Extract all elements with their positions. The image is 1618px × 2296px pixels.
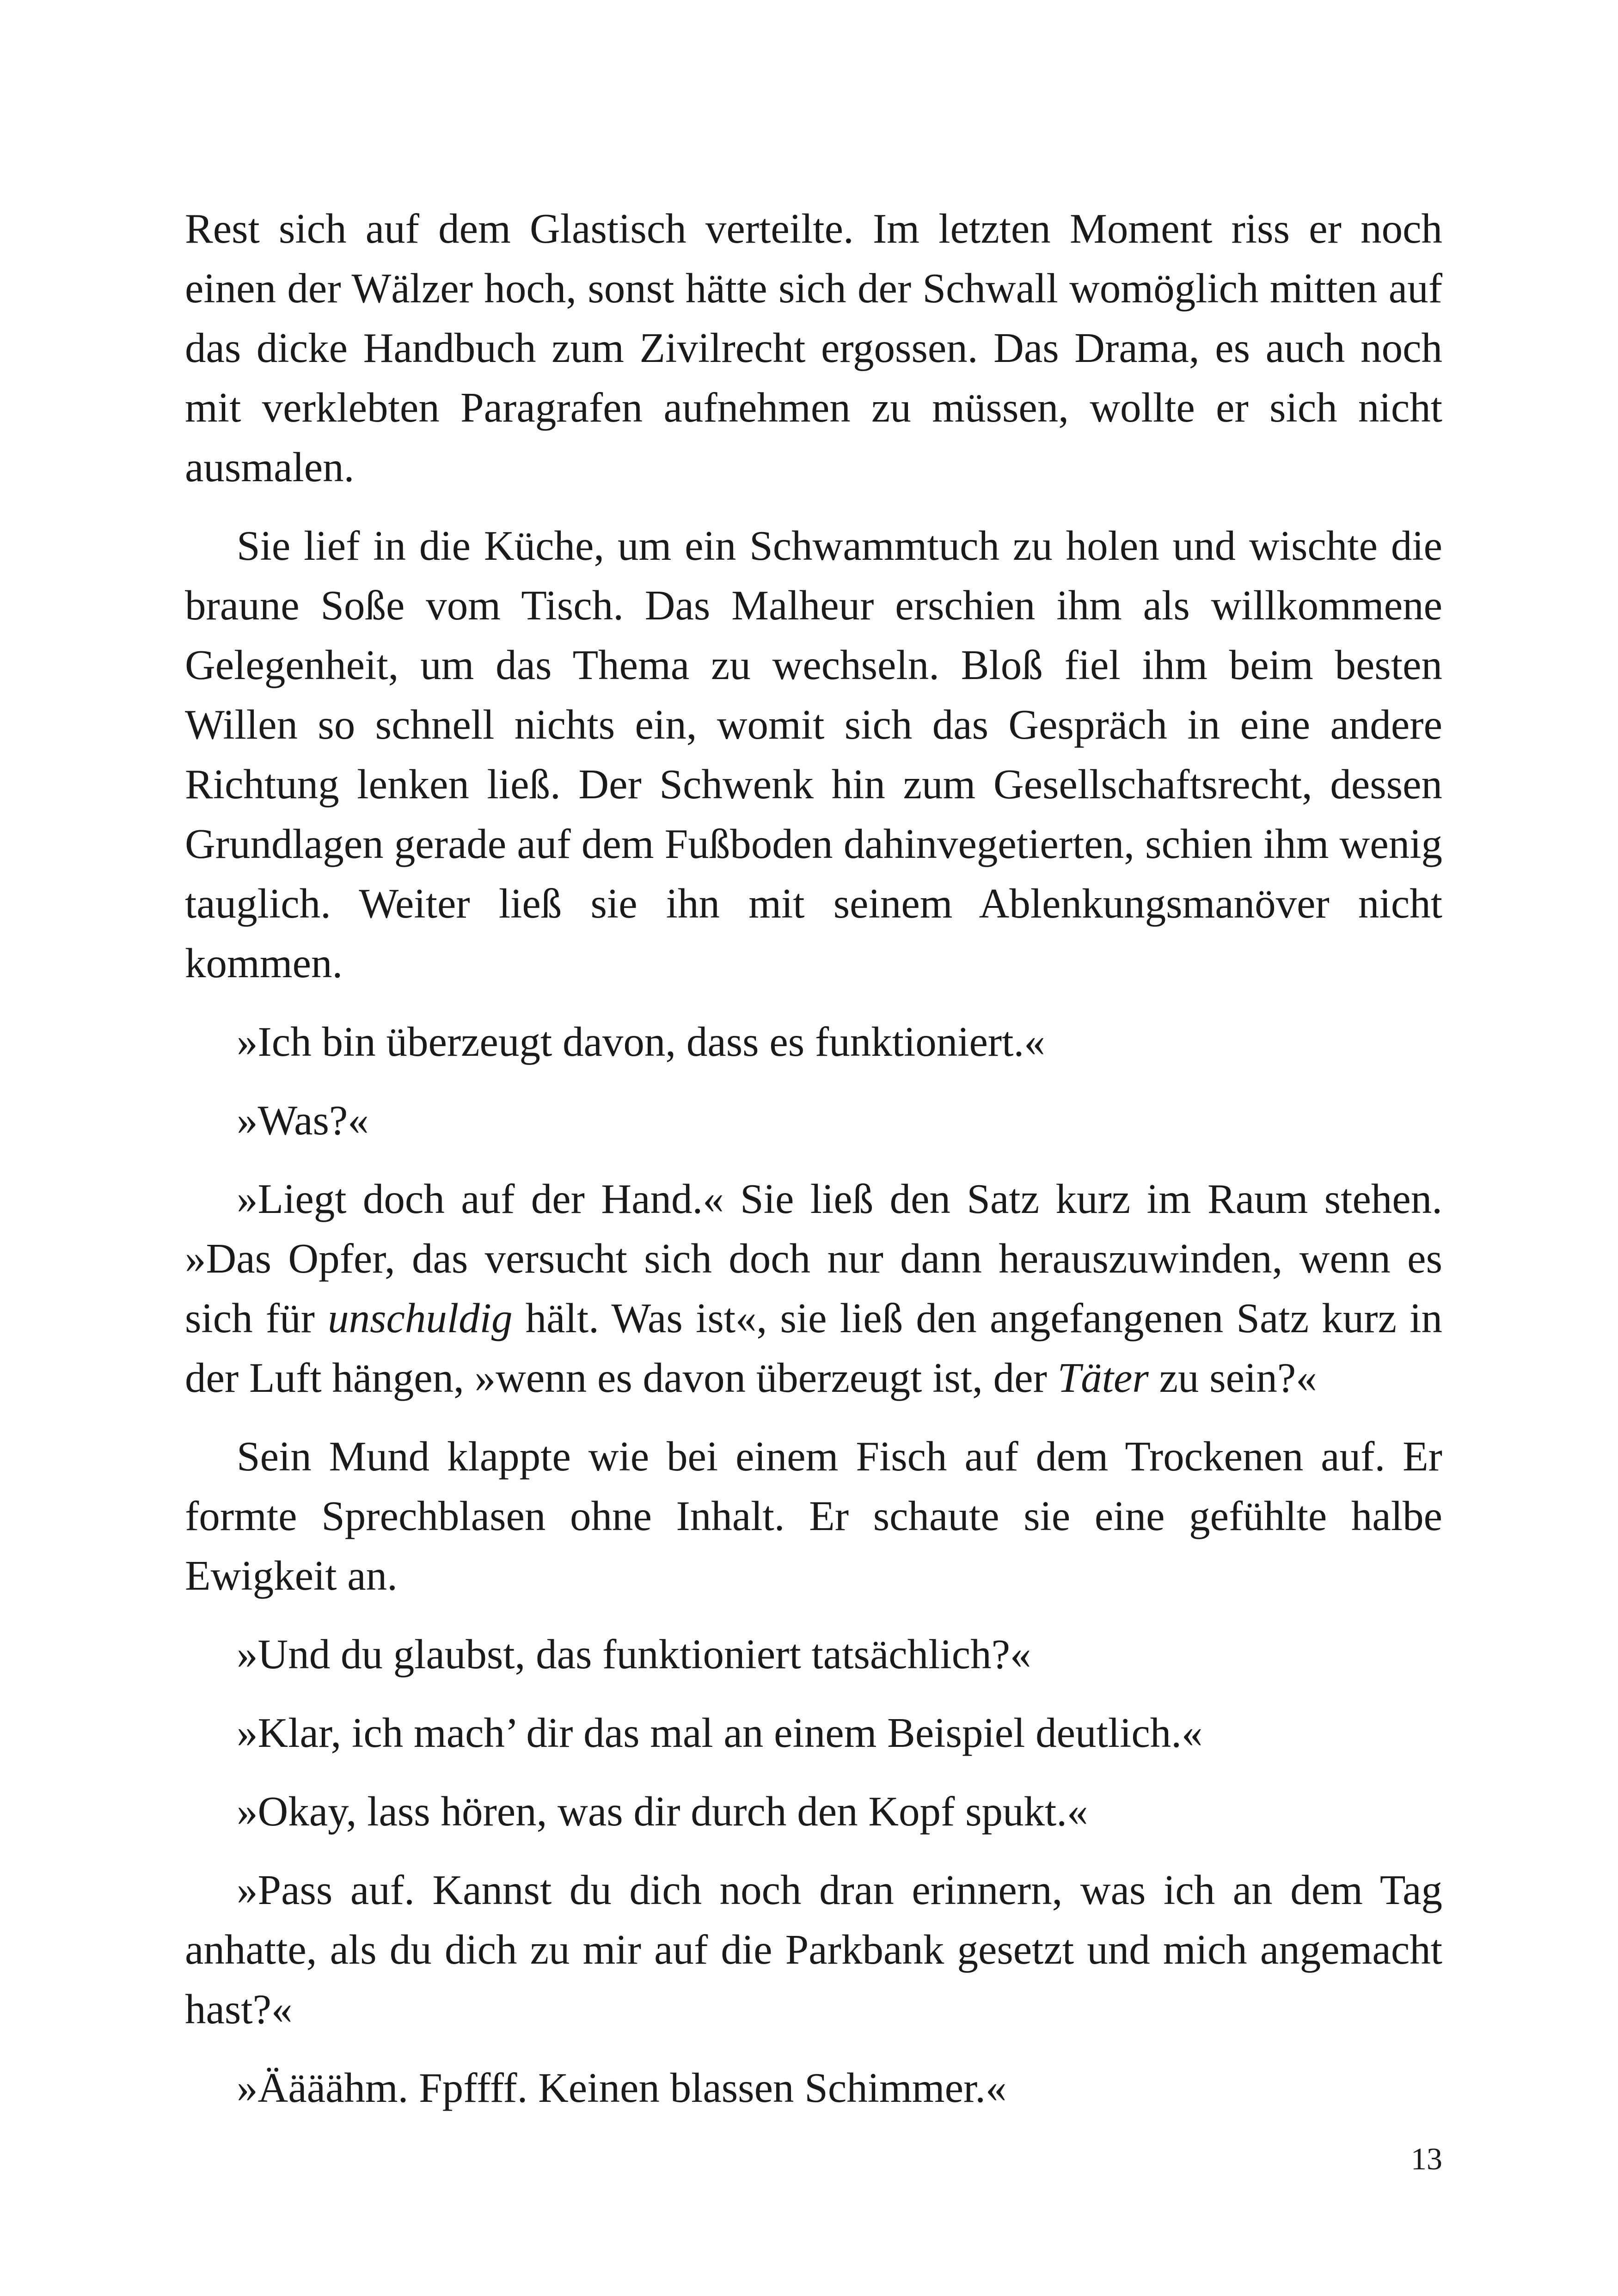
dialogue-line: »Äääähm. Fpffff. Keinen blassen Schimmer.« (237, 2064, 1007, 2111)
text-run: hält. Was ist«, sie ließ den angefangenen Satz kurz in der Luft hängen, »wenn es davon überzeugt ist, der (185, 1295, 1442, 1401)
paragraph-narration: Sie lief in die Küche, um ein Schwammtuch zu holen und wischte die braune Soße vom Tisch. Das Malheur erschien ihm als willkommene Gelegenheit, um das Thema zu wechseln. Bloß fiel ihm beim besten Willen so schnell nichts ein, womit sich das Gespräch in eine andere Richtung lenken ließ. Der Schwenk hin zum Gesellschaftsrecht, dessen Grundlagen gerade auf dem Fußboden dahinvegetierten, schien ihm wenig tauglich. Weiter ließ sie ihn mit seinem Ablenkungsmanöver nicht kommen. (185, 522, 1442, 986)
dialogue-line: »Klar, ich mach’ dir das mal an einem Beispiel deutlich.« (237, 1709, 1203, 1756)
dialogue-line: »Und du glaubst, das funktioniert tatsächlich?« (237, 1631, 1031, 1678)
text-run: zu sein?« (1148, 1354, 1317, 1401)
paragraph-continuation: Rest sich auf dem Glastisch verteilte. Im letzten Moment riss er noch einen der Wälzer hoch, sonst hätte sich der Schwall womöglich mitten auf das dicke Handbuch zum Zivilrecht ergossen. Das Drama, es auch noch mit verklebten Paragrafen aufnehmen zu müssen, wollte er sich nicht ausmalen. (185, 205, 1442, 490)
dialogue-paragraph (185, 1169, 1442, 1408)
italic-word: unschuldig (328, 1295, 513, 1341)
paragraph-narration: Sein Mund klappte wie bei einem Fisch auf dem Trockenen auf. Er formte Sprechblasen ohne Inhalt. Er schaute sie eine gefühlte halbe Ewigkeit an. (185, 1433, 1442, 1599)
dialogue-paragraph: »Pass auf. Kannst du dich noch dran erinnern, was ich an dem Tag anhatte, als du dich zu mir auf die Parkbank gesetzt und mich angemacht hast?« (185, 1867, 1442, 2033)
dialogue-line: »Was?« (237, 1097, 369, 1144)
dialogue-line: »Okay, lass hören, was dir durch den Kopf spukt.« (237, 1788, 1088, 1835)
page-number: 13 (1411, 2141, 1442, 2176)
page-body (185, 199, 1442, 2118)
italic-word: Täter (1057, 1354, 1149, 1401)
text-run: »Liegt doch auf der Hand.« Sie ließ den Satz kurz im Raum stehen. »Das Opfer, das versucht sich doch nur dann herauszuwinden, wenn es sich für (185, 1176, 1442, 1341)
dialogue-line: »Ich bin überzeugt davon, dass es funktioniert.« (237, 1018, 1045, 1065)
